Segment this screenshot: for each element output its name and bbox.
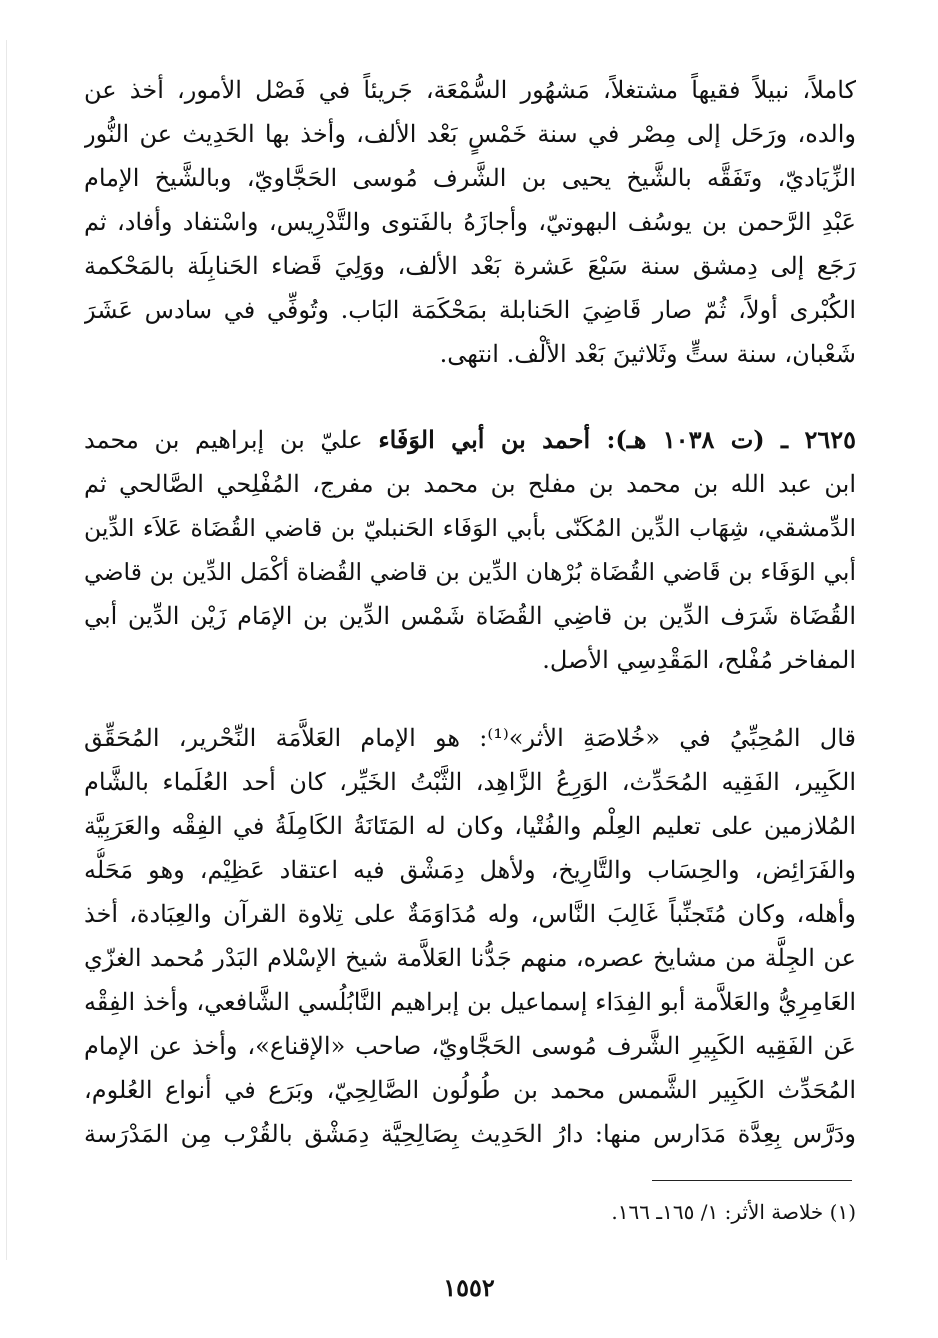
text-line: قال المُحِبِّيُ في «خُلاصَةِ الأثر»⁽¹⁾: هو الإمام العَلاَّمَة النِّحْرير، المُحَقِّق (84, 724, 856, 752)
text-line: والده، ورَحَل إلى مِصْر في سنة خَمْسٍ بَعْد الألف، وأخذ بها الحَدِيث عن النُّور (84, 120, 856, 148)
biography-entry (84, 418, 856, 682)
text-line: عن الجِلَّة من مشايخ عصره، منهم جَدُّنا العَلاَّمة شيخ الإسْلام البَدْر مُحمد الغزّي (84, 944, 856, 972)
text-line: المفاخر مُفْلح، المَقْدِسِي الأصل. (542, 646, 856, 674)
text-line: عَبْدِ الرَّحمن بن يوسُف البهوتيّ، وأجازَهُ بالفَتوى والتَّدْرِيس، واسْتفاد وأفاد، ثم (84, 208, 856, 236)
text-line: العَامِرِيُّ والعَلاَّمة أبو الفِدَاء إسماعيل بن إبراهيم النَّابُلُسي الشَّافعي، وأخذ الفِقْه (84, 988, 856, 1016)
text-line: المُلازمين على تعليم العِلْم والفُتْيا، وكان له المَتَانَةُ الكَامِلَةُ في الفِقْه والعَرَبِيَّة (84, 812, 856, 840)
text-line: وأهله، وكان مُتَجنِّباً غَالِبَ النَّاس، وله مُدَاوَمَةٌ على تِلاوة القرآن والعِبَادة، أخذ (84, 900, 856, 928)
text-line: أبي الوَفَاء بن قَاضي القُضَاة بُرْهان الدِّين بن قاضي القُضاة أكْمَل الدِّين بن قاضي (84, 558, 856, 586)
text-line: شَعْبان، سنة ستٍّ وثَلاثينَ بَعْد الألْف. انتهى. (439, 340, 856, 368)
entry-lineage: عليّ بن إبراهيم بن محمد (84, 426, 379, 454)
text-line: كاملاً، نبيلاً فقيهاً مشتغلاً، مَشهُور السُّمْعَة، جَريئاً في فَصْل الأمور، أخذ عن (84, 76, 856, 104)
text-line: المُحَدِّث الكَبِير الشَّمس محمد بن طُولُون الصَّالِحِيّ، وبَرَع في أنواع العُلوم، (84, 1076, 856, 1104)
text-line: ابن عبد الله بن محمد بن مفلح بن محمد بن مفرج، المُفْلِحي الصَّالحي ثم (84, 470, 856, 498)
text-line: عَن الفَقِيه الكَبِيرِ الشَّرف مُوسى الحَجَّاويّ، صاحب «الإقناع»، وأخذ عن الإمام (84, 1032, 856, 1060)
entry-heading-line (84, 418, 856, 462)
paragraph-quotation (84, 716, 856, 1156)
text-line: الدِّمشقي، شِهَاب الدِّين المُكَنّى بأبي الوَفَاء الحَنبليّ بن قاضي القُضَاة عَلاَء الدِّين (84, 514, 856, 542)
footnote: (١) خلاصة الأثر: ١/ ١٦٥ـ ١٦٦. (611, 1200, 856, 1224)
entry-death-date: (ت ١٠٣٨ هـ): (590, 425, 765, 454)
text-line: الزِّيَاديّ، وتَفَقَّه بالشَّيخ يحيى بن الشَّرف مُوسى الحَجَّاويّ، وبالشَّيخ الإمام (84, 164, 856, 192)
paragraph-continuation (84, 68, 856, 376)
text-line: القُضَاة شَرَف الدِّين بن قاضِي القُضَاة شَمْس الدِّين بن الإمَام زَيْن الدِّين أبي (84, 602, 856, 630)
scan-edge-shadow (6, 40, 7, 1260)
text-line: ودَرَّس بِعِدَّة مَدَارس منها: دارُ الحَدِيث بِصَالِحِيَّة دِمَشْق بالقُرْب مِن المَدْرَسة (84, 1120, 856, 1148)
text-line: الكَبِير، الفَقِيه المُحَدِّث، الوَرِعُ الزَّاهِد، الثَّبْتُ الخَيِّر، كان أحد العُلَماء بالشَّام (84, 768, 856, 796)
page-number: ١٥٥٢ (443, 1273, 495, 1302)
text-line: والفَرَائِض، والحِسَاب والتَّارِيخ، ولأهل دِمَشْق فيه اعتقاد عَظِيْم، وهو مَحَلُّه (84, 856, 856, 884)
entry-name: أحمد بن أبي الوَفَاء (378, 425, 591, 454)
text-line: رَجَع إلى دِمشق سنة سَبْعَ عَشرة بَعْد الألف، ووَلِيَ قَضاء الحَنابِلَة بالمَحْكمة (84, 252, 856, 280)
text-line: الكُبْرى أولاً، ثُمّ صار قَاضِيَ الحَنابلة بمَحْكَمَة البَاب. وتُوفِّي في سادس عَشَرَ (84, 296, 856, 324)
footnote-divider (652, 1180, 852, 1181)
entry-number: ٢٦٢٥ ـ (764, 425, 856, 454)
